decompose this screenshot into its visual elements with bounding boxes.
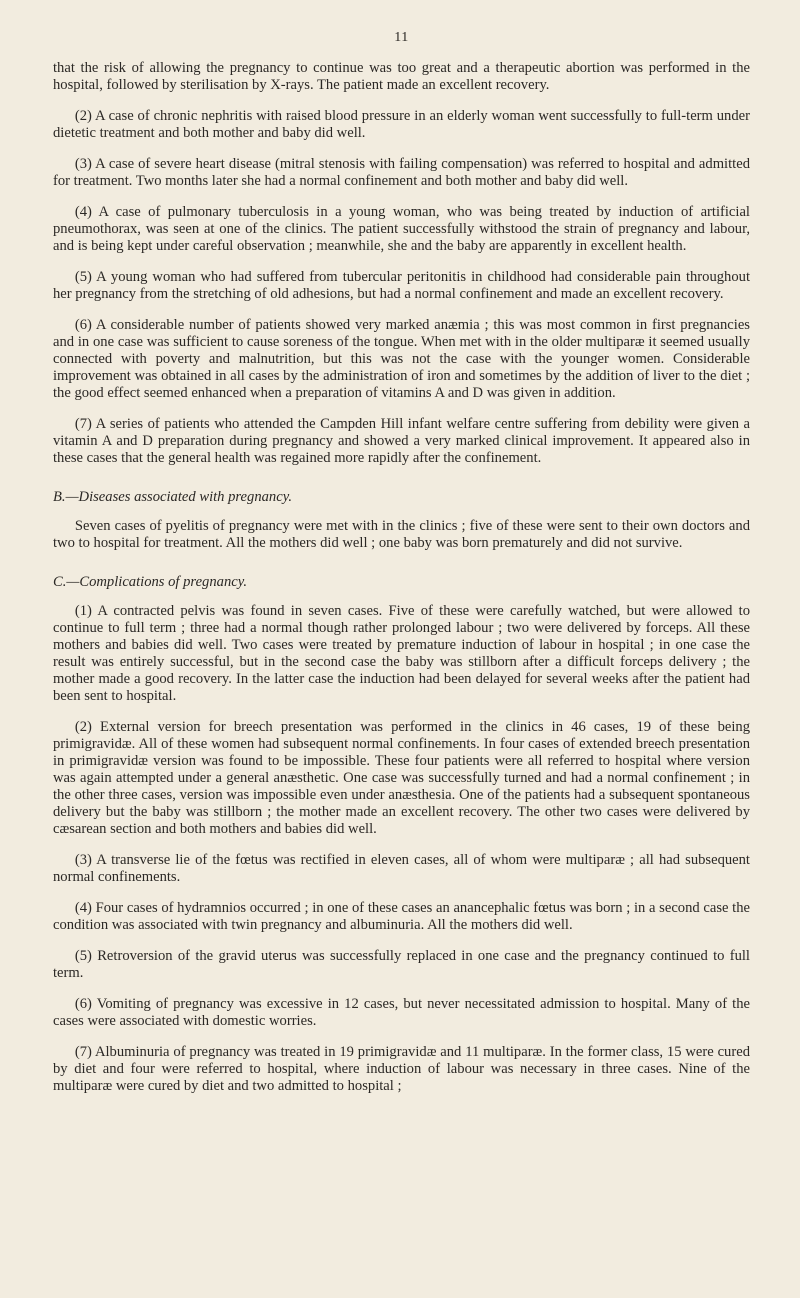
section-a-item-3: (3) A case of severe heart disease (mitral stenosis with failing compensation) was referred to hospital and admitted for treatment. Two months later she had a normal confinement and both mother and baby did well. — [53, 156, 750, 189]
section-a-item-2: (2) A case of chronic nephritis with raised blood pressure in an elderly woman went successfully to full-term under dietetic treatment and both mother and baby did well. — [53, 108, 750, 141]
section-c-item-6: (6) Vomiting of pregnancy was excessive in 12 cases, but never necessitated admission to hospital. Many of the cases were associated with domestic worries. — [53, 996, 750, 1029]
section-c-heading: C.—Complications of pregnancy. — [53, 574, 248, 590]
section-a-item-6: (6) A considerable number of patients showed very marked anæmia ; this was most common in first pregnancies and in one case was sufficient to cause soreness of the tongue. When met with in the older multiparæ it seemed usually connected with poverty and malnutrition, but this was not the case with the younger women. Considerable improvement was obtained in all cases by the administration of iron and sometimes by the addition of liver to the diet ; the good effect seemed enhanced when a preparation of vitamins A and D was given in addition. — [53, 317, 750, 401]
section-c-item-3: (3) A transverse lie of the fœtus was rectified in eleven cases, all of whom were multiparæ ; all had subsequent normal confinements. — [53, 852, 750, 885]
section-c-item-7: (7) Albuminuria of pregnancy was treated in 19 primigravidæ and 11 multiparæ. In the former class, 15 were cured by diet and four were referred to hospital, where induction of labour was necessary in three cases. Nine of the multiparæ were cured by diet and two admitted to hospital ; — [53, 1044, 750, 1094]
opening-paragraph: that the risk of allowing the pregnancy to continue was too great and a therapeutic abortion was performed in the hospital, followed by sterilisation by X-rays. The patient made an excellent recovery. — [53, 60, 750, 93]
section-c-list — [53, 603, 750, 1095]
section-b-paragraph: Seven cases of pyelitis of pregnancy were met with in the clinics ; five of these were sent to their own doctors and two to hospital for treatment. All the mothers did well ; one baby was born prematurely and did not survive. — [53, 518, 750, 551]
section-c-item-1: (1) A contracted pelvis was found in seven cases. Five of these were carefully watched, but were allowed to continue to full term ; three had a normal though rather prolonged labour ; two were delivered by forceps. All these mothers and babies did well. Two cases were treated by premature induction of labour in hospital ; in one case the result was entirely successful, but in the second case the baby was stillborn after a difficult forceps delivery ; the mother made a good recovery. In the latter case the induction had been delayed for several weeks after the patient had been sent to hospital. — [53, 603, 750, 704]
section-a-list — [53, 108, 750, 467]
section-a-item-7: (7) A series of patients who attended the Campden Hill infant welfare centre suffering from debility were given a vitamin A and D preparation during pregnancy and showed a very marked clinical improvement. It appeared also in these cases that the general health was regained more rapidly after the confinement. — [53, 416, 750, 466]
section-a-item-4: (4) A case of pulmonary tuberculosis in a young woman, who was being treated by induction of artificial pneumothorax, was seen at one of the clinics. The patient successfully withstood the strain of pregnancy and labour, and is being kept under careful observation ; meanwhile, she and the baby are apparently in excellent health. — [53, 204, 750, 254]
section-c-item-5: (5) Retroversion of the gravid uterus was successfully replaced in one case and the pregnancy continued to full term. — [53, 948, 750, 981]
page-number: 11 — [394, 30, 409, 45]
section-b-heading: B.—Diseases associated with pregnancy. — [53, 489, 293, 505]
section-c-item-4: (4) Four cases of hydramnios occurred ; in one of these cases an anancephalic fœtus was born ; in a second case the condition was associated with twin pregnancy and albuminuria. All the mothers did well. — [53, 900, 750, 933]
section-a-item-5: (5) A young woman who had suffered from tubercular peritonitis in childhood had considerable pain throughout her pregnancy from the stretching of old adhesions, but had a normal confinement and made an excellent recovery. — [53, 269, 750, 302]
section-c-item-2: (2) External version for breech presentation was performed in the clinics in 46 cases, 19 of these being primigravidæ. All of these women had subsequent normal confinements. In four cases of extended breech presentation in primigravidæ version was found to be impossible. These four patients were all referred to hospital where version was again attempted under a general anæsthetic. One case was successfully turned and had a normal confinement ; in the other three cases, version was impossible even under anæsthesia. One of the patients had a subsequent spontaneous delivery but the baby was stillborn ; the mother made an excellent recovery. The other two cases were delivered by cæsarean section and both mothers and babies did well. — [53, 719, 750, 837]
